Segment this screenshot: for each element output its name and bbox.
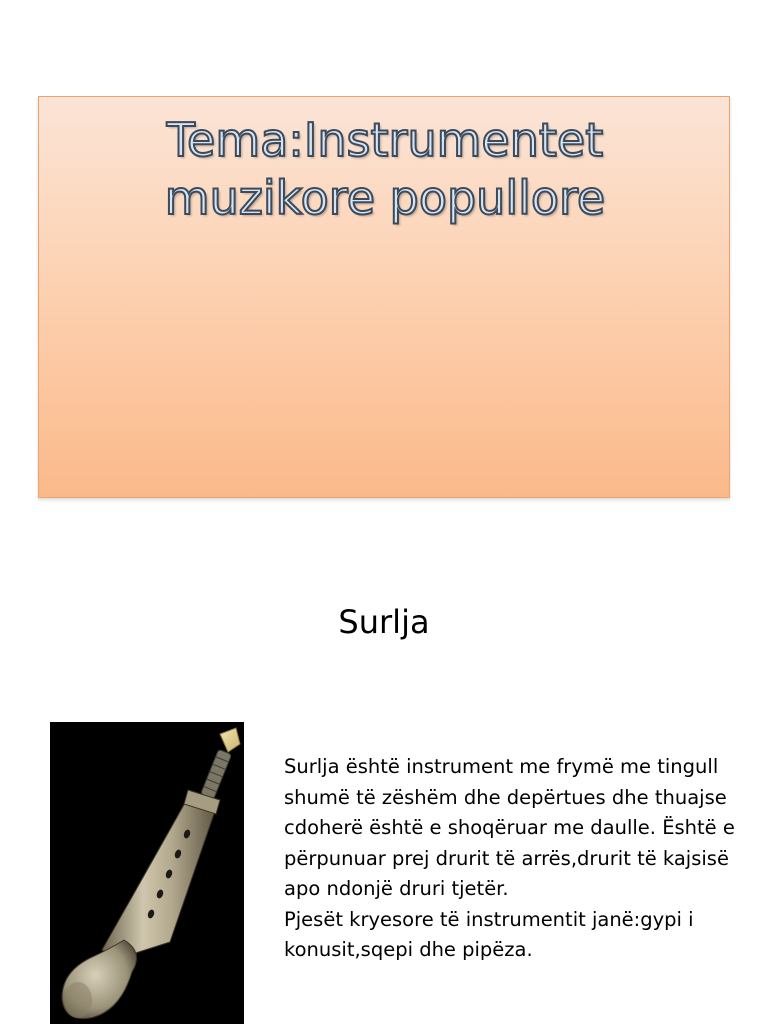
title-box bbox=[38, 96, 730, 498]
surlja-image bbox=[50, 722, 244, 1024]
slide-title bbox=[39, 111, 731, 227]
description-paragraph-2: Pjesët kryesore të instrumentit janë:gypi i konusit,sqepi dhe pipëza. bbox=[284, 907, 694, 961]
slide-title-line-2: muzikore popullore bbox=[164, 171, 606, 225]
surlja-instrument-icon bbox=[50, 722, 244, 1024]
subtitle: Surlja bbox=[338, 603, 430, 641]
description-paragraph-1: Surlja është instrument me frymë me tingull shumë të zëshëm dhe depërtues dhe thuajse cdoherë është e shoqëruar me daulle. Është e përpunuar prej drurit të arrës,drurit të kajsisë apo ndonjë druri tjetër. bbox=[284, 755, 735, 900]
instrument-description bbox=[284, 752, 754, 966]
slide-title-line-1: Tema:Instrumentet bbox=[166, 113, 604, 167]
